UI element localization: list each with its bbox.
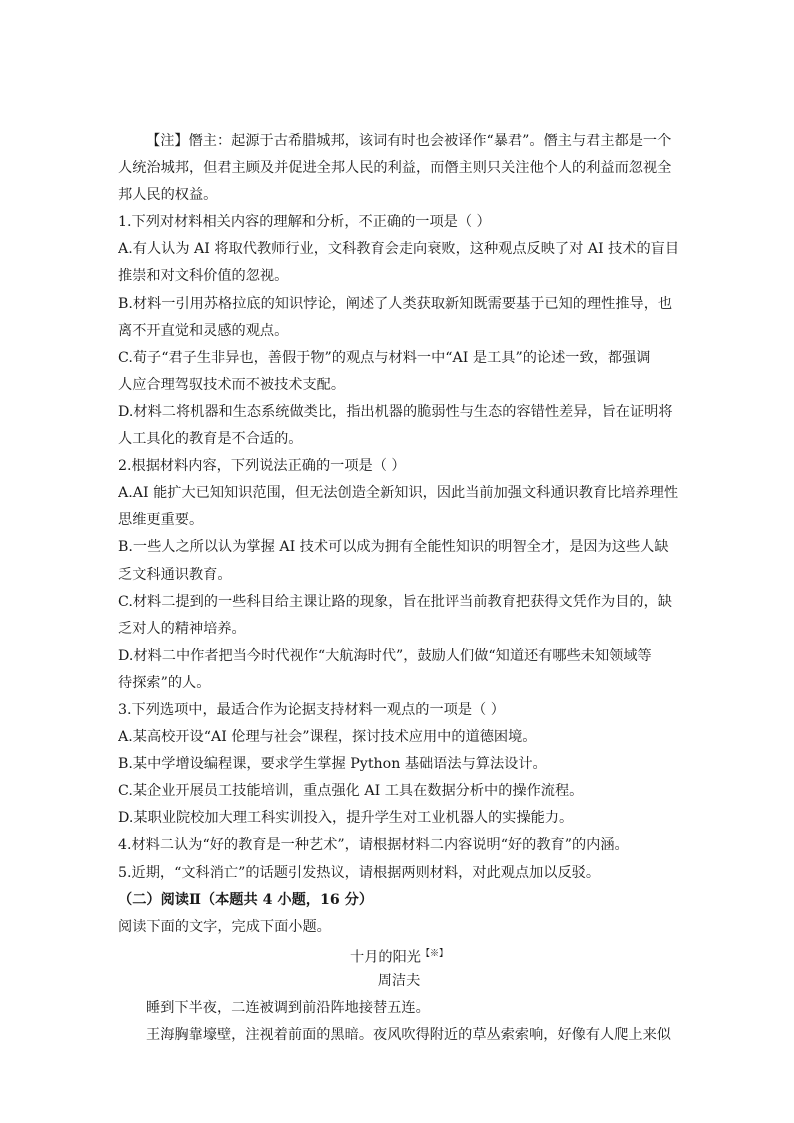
option-2a: [118, 480, 680, 534]
question-4: 4.材料二认为“好的教育是一种艺术”，请根据材料二内容说明“好的教育”的内涵。: [118, 837, 629, 854]
document-page: [118, 128, 680, 1049]
story-title-note-mark: 【※】: [420, 948, 448, 959]
option-line: 离不开直觉和灵感的观点。: [118, 322, 289, 339]
note-line: 邦人民的权益。: [118, 187, 218, 204]
option-line: 乏文科通识教育。: [118, 566, 232, 583]
question-5: 5.近期，“文科消亡”的话题引发热议，请根据两则材料，对此观点加以反驳。: [118, 864, 601, 881]
option-3d: D.某职业院校加大理工科实训投入，提升学生对工业机器人的实操能力。: [118, 810, 574, 827]
note-line: 人统治城邦，但君主顾及并促进全邦人民的利益，而僭主则只关注他个人的利益而忽视全: [118, 160, 672, 177]
option-line: 人应合理驾驭技术而不被技术支配。: [118, 376, 346, 393]
option-line: D.材料二中作者把当今时代视作“大航海时代”，鼓励人们做“知道还有哪些未知领域等: [118, 647, 652, 664]
option-line: C.材料二提到的一些科目给主课让路的现象，旨在批评当前教育把获得文凭作为目的，缺: [118, 593, 672, 610]
option-line: 待探索”的人。: [118, 674, 211, 691]
story-paragraph: 睡到下半夜，二连被调到前沿阵地接替五连。: [146, 1000, 430, 1016]
option-1c: [118, 345, 680, 399]
option-line: A.AI 能扩大已知知识范围，但无法创造全新知识，因此当前加强文科通识教育比培养理性: [118, 485, 679, 502]
note-line: 【注】僭主：起源于古希腊城邦，该词有时也会被译作“暴君”。僭主与君主都是一个: [146, 133, 672, 149]
question-2: [118, 453, 680, 480]
option-1b: [118, 291, 680, 345]
question-stem: 2.根据材料内容，下列说法正确的一项是（ ）: [118, 458, 406, 475]
story-paragraph: 王海胸靠壕壁，注视着前面的黑暗。夜风吹得附近的草丛索索响，好像有人爬上来似: [146, 1027, 671, 1044]
option-line: C.荀子“君子生非异也，善假于物”的观点与材料一中“AI 是工具”的论述一致，都强调: [118, 349, 651, 366]
option-line: B.材料一引用苏格拉底的知识悖论，阐述了人类获取新知既需要基于已知的理性推导，也: [118, 295, 673, 312]
story-title: [118, 941, 680, 968]
option-2d: [118, 643, 680, 697]
question-3: [118, 697, 680, 724]
option-line: B.一些人之所以认为掌握 AI 技术可以成为拥有全能性知识的明智全才，是因为这些人缺: [118, 539, 669, 556]
option-1a: [118, 236, 680, 290]
option-line: 思维更重要。: [118, 512, 204, 529]
section-instruction: 阅读下面的文字，完成下面小题。: [118, 918, 331, 935]
story-title-text: 十月的阳光: [350, 949, 421, 966]
option-2b: [118, 534, 680, 588]
option-1d: [118, 399, 680, 453]
option-line: D.材料二将机器和生态系统做类比，指出机器的脆弱性与生态的容错性差异，旨在证明将: [118, 403, 673, 420]
option-3c: C.某企业开展员工技能培训，重点强化 AI 工具在数据分析中的操作流程。: [118, 783, 584, 800]
option-3b: B.某中学增设编程课，要求学生掌握 Python 基础语法与算法设计。: [118, 756, 547, 773]
option-line: A.有人认为 AI 将取代教师行业，文科教育会走向衰败，这种观点反映了对 AI 技术的盲目: [118, 241, 680, 258]
option-2c: [118, 589, 680, 643]
story-author: 周洁夫: [377, 972, 421, 989]
question-1: [118, 209, 680, 236]
note-block: [118, 128, 680, 209]
option-line: 推崇和对文科价值的忽视。: [118, 268, 289, 285]
option-3a: A.某高校开设“AI 伦理与社会”课程，探讨技术应用中的道德困境。: [118, 729, 537, 746]
section-heading: （二）阅读Ⅱ（本题共 4 小题，16 分）: [118, 891, 374, 908]
option-line: 人工具化的教育是不合适的。: [118, 431, 303, 448]
question-stem: 1.下列对材料相关内容的理解和分析，不正确的一项是（ ）: [118, 214, 491, 231]
option-line: 乏对人的精神培养。: [118, 620, 246, 637]
question-stem: 3.下列选项中，最适合作为论据支持材料一观点的一项是（ ）: [118, 701, 505, 718]
